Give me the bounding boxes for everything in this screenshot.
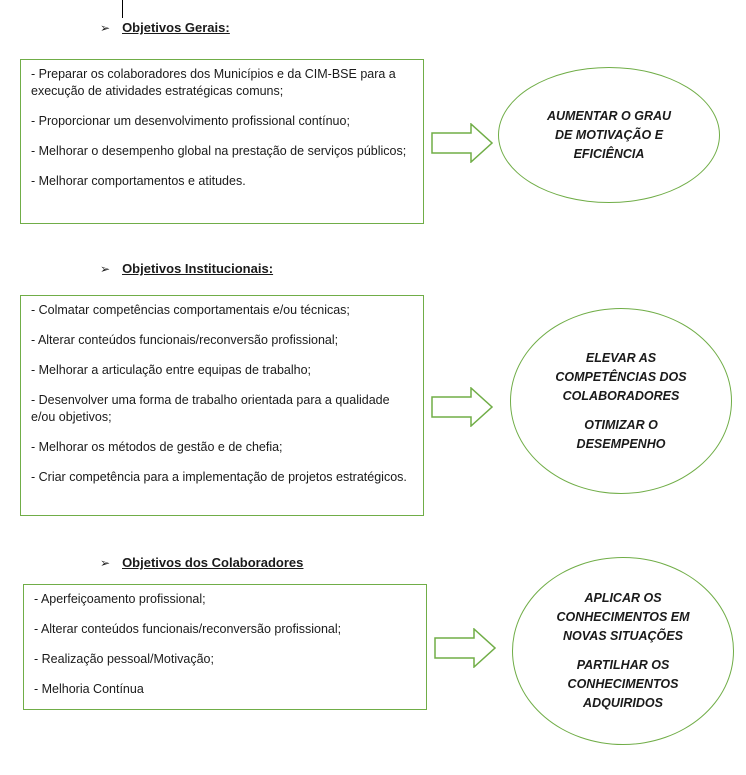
outcome-paragraph: PARTILHAR OS CONHECIMENTOS ADQUIRIDOS <box>567 658 679 710</box>
objetivos-colaboradores-box <box>23 584 427 710</box>
list-item: - Melhorar o desempenho global na prestação de serviços públicos; <box>31 144 407 158</box>
heading-objetivos-institucionais: ➢ Objetivos Institucionais: <box>100 261 274 276</box>
arrowhead-bullet-icon: ➢ <box>100 21 111 35</box>
list-item: - Realização pessoal/Motivação; <box>34 652 214 666</box>
arrowhead-bullet-icon: ➢ <box>100 262 111 276</box>
list-item: - Desenvolver uma forma de trabalho orientada para a qualidade e/ou objetivos; <box>31 393 390 424</box>
list-item: - Melhorar a articulação entre equipas de trabalho; <box>31 363 312 377</box>
block-arrow-right-icon <box>431 387 493 427</box>
outcome-ellipse-colaboradores <box>512 557 734 745</box>
list-item: - Alterar conteúdos funcionais/reconversão profissional; <box>34 622 342 636</box>
list-item: - Proporcionar um desenvolvimento profissional contínuo; <box>31 114 350 128</box>
list-item: - Alterar conteúdos funcionais/reconversão profissional; <box>31 333 339 347</box>
outcome-paragraph: ELEVAR AS COMPETÊNCIAS DOS COLABORADORES <box>555 350 687 403</box>
objetivos-gerais-box <box>20 59 424 224</box>
outcome-paragraph: OTIMIZAR O DESEMPENHO <box>576 417 666 451</box>
heading-objetivos-colaboradores: ➢ Objetivos dos Colaboradores <box>100 555 304 570</box>
objetivos-institucionais-box <box>20 295 424 516</box>
heading-objetivos-gerais: ➢ Objetivos Gerais: <box>100 20 230 35</box>
outcome-paragraph: AUMENTAR O GRAU DE MOTIVAÇÃO E EFICIÊNCIA <box>546 108 672 161</box>
list-item: - Melhoria Contínua <box>34 682 144 696</box>
outcome-paragraph: APLICAR OS CONHECIMENTOS EM NOVAS SITUAÇÕES <box>556 591 690 643</box>
list-item: - Melhorar os métodos de gestão e de chefia; <box>31 440 283 454</box>
list-item: - Melhorar comportamentos e atitudes. <box>31 174 246 188</box>
arrowhead-bullet-icon: ➢ <box>100 556 111 570</box>
text-cursor <box>122 0 123 18</box>
outcome-ellipse-institucionais <box>510 308 732 494</box>
list-item: - Criar competência para a implementação de projetos estratégicos. <box>31 470 407 484</box>
list-item: - Aperfeiçoamento profissional; <box>34 592 206 606</box>
list-item: - Colmatar competências comportamentais e/ou técnicas; <box>31 303 350 317</box>
block-arrow-right-icon <box>431 123 493 163</box>
outcome-ellipse-gerais <box>498 67 720 203</box>
list-item: - Preparar os colaboradores dos Municípios e da CIM-BSE para a execução de atividades estratégicas comuns; <box>31 67 396 98</box>
block-arrow-right-icon <box>434 628 496 668</box>
